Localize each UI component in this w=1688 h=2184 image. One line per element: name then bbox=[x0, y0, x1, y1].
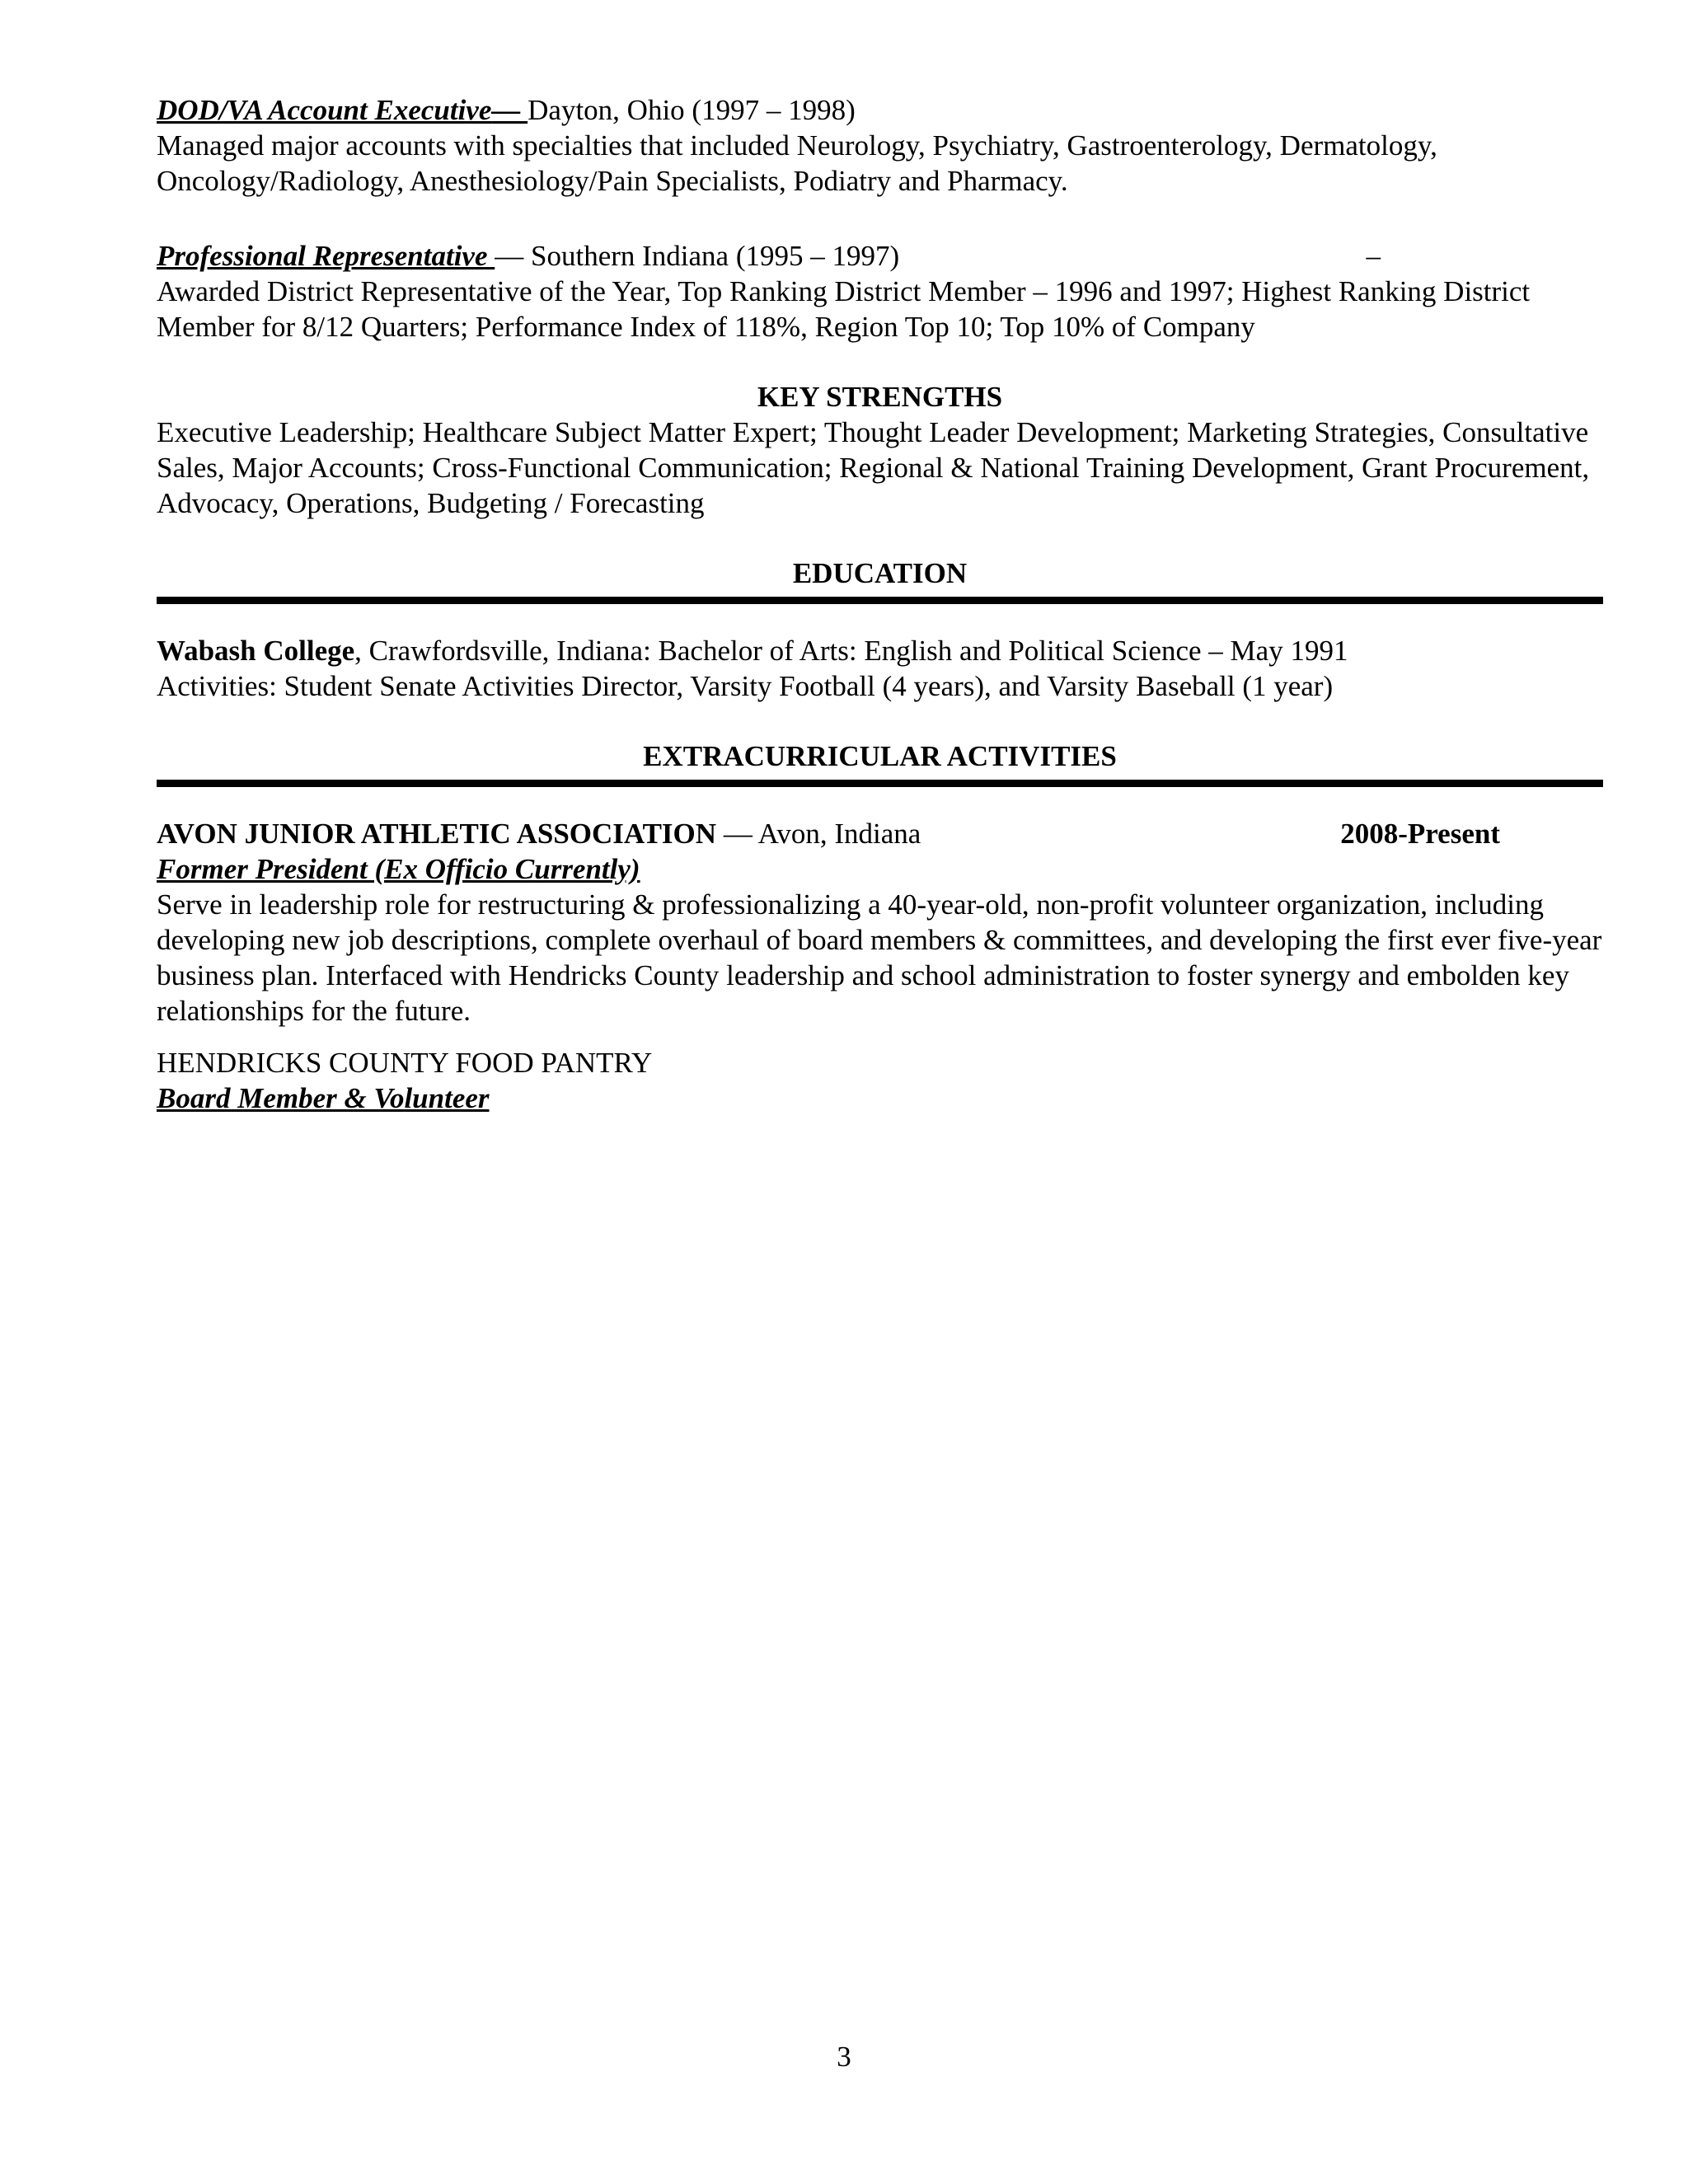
trailing-dash: – bbox=[1366, 240, 1381, 272]
org-name: AVON JUNIOR ATHLETIC ASSOCIATION bbox=[157, 818, 717, 850]
education-activities: Activities: Student Senate Activities Director, Varsity Football (4 years), and Varsity Baseball (1 year) bbox=[157, 670, 1334, 702]
section-heading: KEY STRENGTHS bbox=[757, 381, 1003, 413]
org-separator: — bbox=[716, 818, 758, 850]
experience-entry-professional-rep bbox=[157, 238, 1603, 344]
section-divider bbox=[157, 597, 1603, 604]
key-strengths-section bbox=[157, 379, 1603, 521]
section-heading: EDUCATION bbox=[792, 557, 968, 589]
extracurricular-section bbox=[157, 738, 1603, 1116]
org-location: Avon, Indiana bbox=[757, 818, 921, 850]
title-dash: — bbox=[491, 94, 528, 126]
experience-entry-dod-va bbox=[157, 92, 1603, 199]
school-name: Wabash College bbox=[157, 635, 355, 667]
resume-page bbox=[157, 92, 1603, 1116]
org-role-text: Former President (Ex Officio Currently) bbox=[157, 853, 640, 885]
org-header bbox=[157, 816, 1603, 851]
org-name: HENDRICKS COUNTY FOOD PANTRY bbox=[157, 1047, 653, 1079]
section-heading: EXTRACURRICULAR ACTIVITIES bbox=[643, 740, 1117, 772]
entry-header bbox=[157, 92, 1603, 128]
job-location-dates: Dayton, Ohio (1997 – 1998) bbox=[528, 94, 856, 126]
job-description: Managed major accounts with specialties that included Neurology, Psychiatry, Gastroenterology, Dermatology, Oncology/Radiology, Anesthesiology/Pain Specialists, Podiatry and Pharmacy. bbox=[157, 129, 1437, 197]
page-number: 3 bbox=[837, 2041, 851, 2073]
org-description: Serve in leadership role for restructuring & professionalizing a 40-year-old, non-profit volunteer organization, including developing new job descriptions, complete overhaul of board members & committees, and developing the first ever five-year business plan. Interfaced with Hendricks County leadership and school administration to foster synergy and embolden key relationships for the future. bbox=[157, 888, 1602, 1027]
education-degree bbox=[157, 633, 1603, 668]
job-title: DOD/VA Account Executive bbox=[157, 94, 492, 126]
org-dates: 2008-Present bbox=[1340, 818, 1500, 850]
entry-header bbox=[157, 238, 1603, 274]
key-strengths-text: Executive Leadership; Healthcare Subject Matter Expert; Thought Leader Development; Marketing Strategies, Consultative Sales, Major Accounts; Cross-Functional Communication; Regional & National Training Development, Grant Procurement, Advocacy, Operations, Budgeting / Forecasting bbox=[157, 416, 1590, 519]
job-title: Professional Representative bbox=[157, 240, 495, 272]
degree-text: , Crawfordsville, Indiana: Bachelor of Arts: English and Political Science – May 1991 bbox=[354, 635, 1348, 667]
org-role bbox=[157, 851, 1603, 887]
org-entry-avon bbox=[157, 816, 1603, 1029]
education-section bbox=[157, 555, 1603, 704]
job-description: Awarded District Representative of the Year, Top Ranking District Member – 1996 and 1997; Highest Ranking District Member for 8/12 Quarters; Performance Index of 118%, Region Top 10; Top 10% of Company bbox=[157, 275, 1531, 343]
org-role-text: Board Member & Volunteer bbox=[157, 1082, 490, 1114]
org-role bbox=[157, 1080, 1603, 1116]
org-entry-food-pantry bbox=[157, 1045, 1603, 1116]
job-location-dates: — Southern Indiana (1995 – 1997) bbox=[495, 240, 900, 272]
section-divider bbox=[157, 780, 1603, 787]
